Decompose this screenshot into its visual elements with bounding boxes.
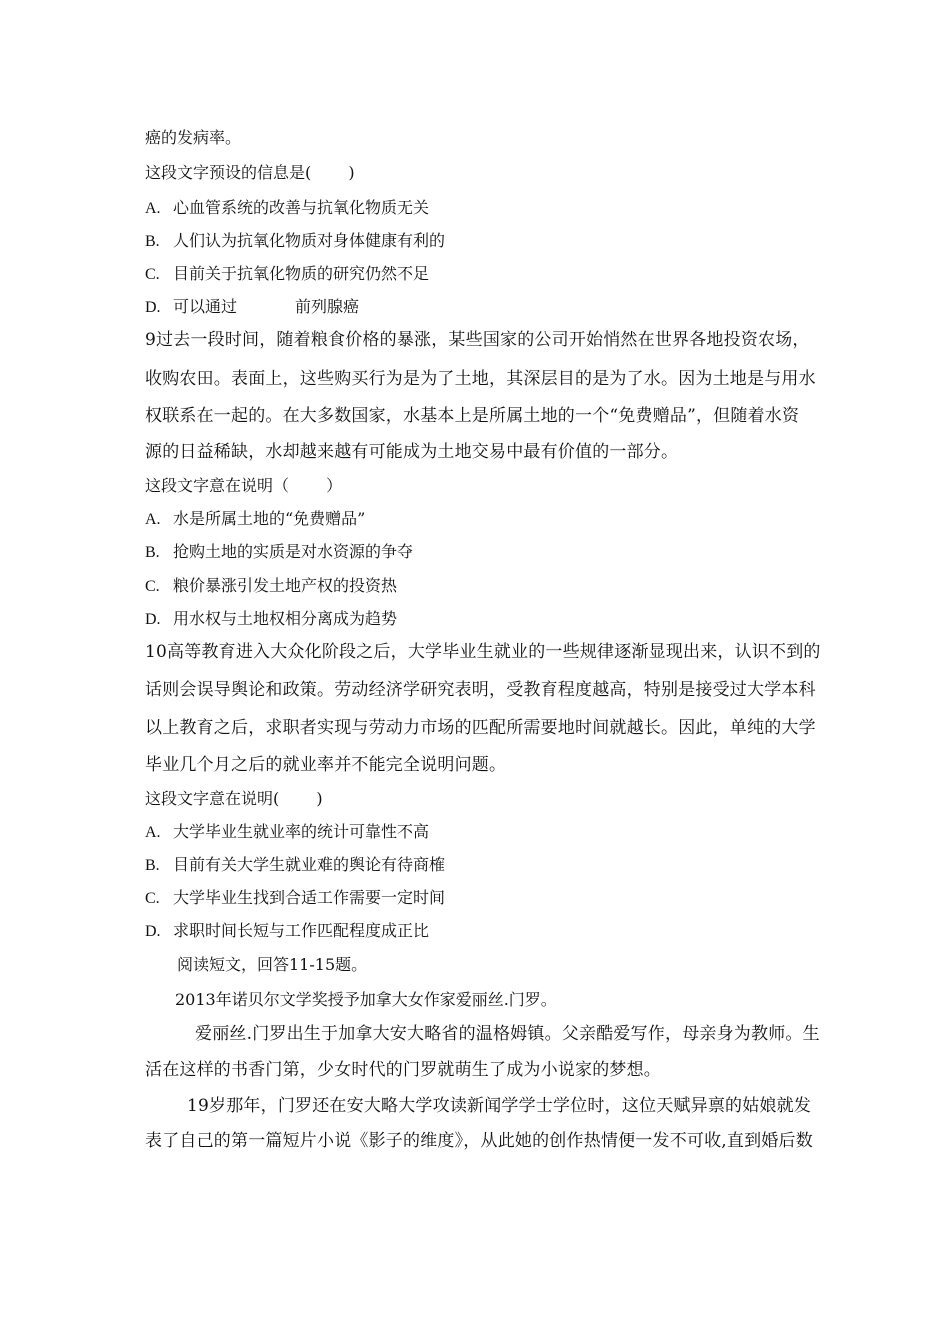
option-text: 用水权与土地权相分离成为趋势 xyxy=(173,609,398,628)
q9-prompt: 这段文字意在说明（ ） xyxy=(145,476,343,495)
reading-paragraph-line: 活在这样的书香门第，少女时代的门罗就萌生了成为小说家的梦想。 xyxy=(145,1060,661,1080)
option-letter: D. xyxy=(145,923,161,940)
q10-option-a xyxy=(145,822,429,843)
q8-prompt: 这段文字预设的信息是( ) xyxy=(145,163,355,182)
q8-option-a xyxy=(145,198,429,219)
option-text: 目前关于抗氧化物质的研究仍然不足 xyxy=(173,264,430,283)
option-text: 求职时间长短与工作匹配程度成正比 xyxy=(173,921,430,940)
q10-passage-line: 话则会误导舆论和政策。劳动经济学研究表明，受教育程度越高，特别是接受过大学本科 xyxy=(145,680,816,700)
reading-title: 2013年诺贝尔文学奖授予加拿大女作家爱丽丝.门罗。 xyxy=(175,990,557,1009)
reading-instruction: 阅读短文，回答11-15题。 xyxy=(177,955,368,974)
option-text: 抢购土地的实质是对水资源的争夺 xyxy=(173,542,414,561)
q10-passage-line: 以上教育之后，求职者实现与劳动力市场的匹配所需要地时间就越长。因此，单纯的大学 xyxy=(145,718,816,738)
reading-paragraph-line: 19岁那年，门罗还在安大略大学攻读新闻学学士学位时，这位天赋异禀的姑娘就发 xyxy=(187,1096,812,1116)
option-letter: A. xyxy=(145,824,161,841)
reading-paragraph-line: 爱丽丝.门罗出生于加拿大安大略省的温格姆镇。父亲酷爱写作，母亲身为教师。生 xyxy=(195,1024,820,1044)
option-letter: A. xyxy=(145,511,161,528)
option-letter: B. xyxy=(145,233,160,250)
q9-option-d xyxy=(145,609,397,630)
q9-option-b xyxy=(145,542,413,563)
q9-option-c xyxy=(145,576,397,597)
q10-option-b xyxy=(145,855,445,876)
q10-option-d xyxy=(145,921,429,942)
option-letter: B. xyxy=(145,857,160,874)
option-text: 大学毕业生就业率的统计可靠性不高 xyxy=(173,822,430,841)
option-letter: A. xyxy=(145,200,161,217)
option-letter: D. xyxy=(145,611,161,628)
option-text: 水是所属土地的“免费赠品” xyxy=(173,509,366,528)
option-letter: C. xyxy=(145,266,160,283)
q8-option-d xyxy=(145,297,359,318)
option-text: 粮价暴涨引发土地产权的投资热 xyxy=(173,576,398,595)
q9-passage-line: 源的日益稀缺，水却越来越有可能成为土地交易中最有价值的一部分。 xyxy=(145,442,679,462)
option-text-end: 前列腺癌 xyxy=(295,297,360,316)
q10-passage-line: 毕业几个月之后的就业率并不能完全说明问题。 xyxy=(145,755,507,775)
q8-option-b xyxy=(145,231,445,252)
reading-paragraph-line: 表了自己的第一篇短片小说《影子的维度》，从此她的创作热情便一发不可收,直到婚后数 xyxy=(145,1131,813,1151)
q10-prompt: 这段文字意在说明( ) xyxy=(145,789,323,808)
option-letter: C. xyxy=(145,890,160,907)
q9-passage-line: 收购农田。表面上，这些购买行为是为了土地，其深层目的是为了水。因为土地是与用水 xyxy=(145,369,816,389)
option-text: 人们认为抗氧化物质对身体健康有利的 xyxy=(173,231,446,250)
option-text: 心血管系统的改善与抗氧化物质无关 xyxy=(173,198,430,217)
q8-option-c xyxy=(145,264,429,285)
q9-passage-line: 权联系在一起的。在大多数国家，水基本上是所属土地的一个“免费赠品”，但随着水资 xyxy=(145,406,800,426)
option-letter: C. xyxy=(145,578,160,595)
option-text: 大学毕业生找到合适工作需要一定时间 xyxy=(173,888,446,907)
option-letter: B. xyxy=(145,544,160,561)
q8-continuation: 癌的发病率。 xyxy=(145,128,242,147)
option-text: 目前有关大学生就业难的舆论有待商榷 xyxy=(173,855,446,874)
q9-option-a xyxy=(145,509,365,530)
option-text-start: 可以通过 xyxy=(173,297,238,316)
option-letter: D. xyxy=(145,299,161,316)
q10-passage-line: 10高等教育进入大众化阶段之后，大学毕业生就业的一些规律逐渐显现出来，认识不到的 xyxy=(145,642,821,662)
q9-passage-line: 9过去一段时间，随着粮食价格的暴涨，某些国家的公司开始悄然在世界各地投资农场， xyxy=(145,330,810,350)
q10-option-c xyxy=(145,888,445,909)
